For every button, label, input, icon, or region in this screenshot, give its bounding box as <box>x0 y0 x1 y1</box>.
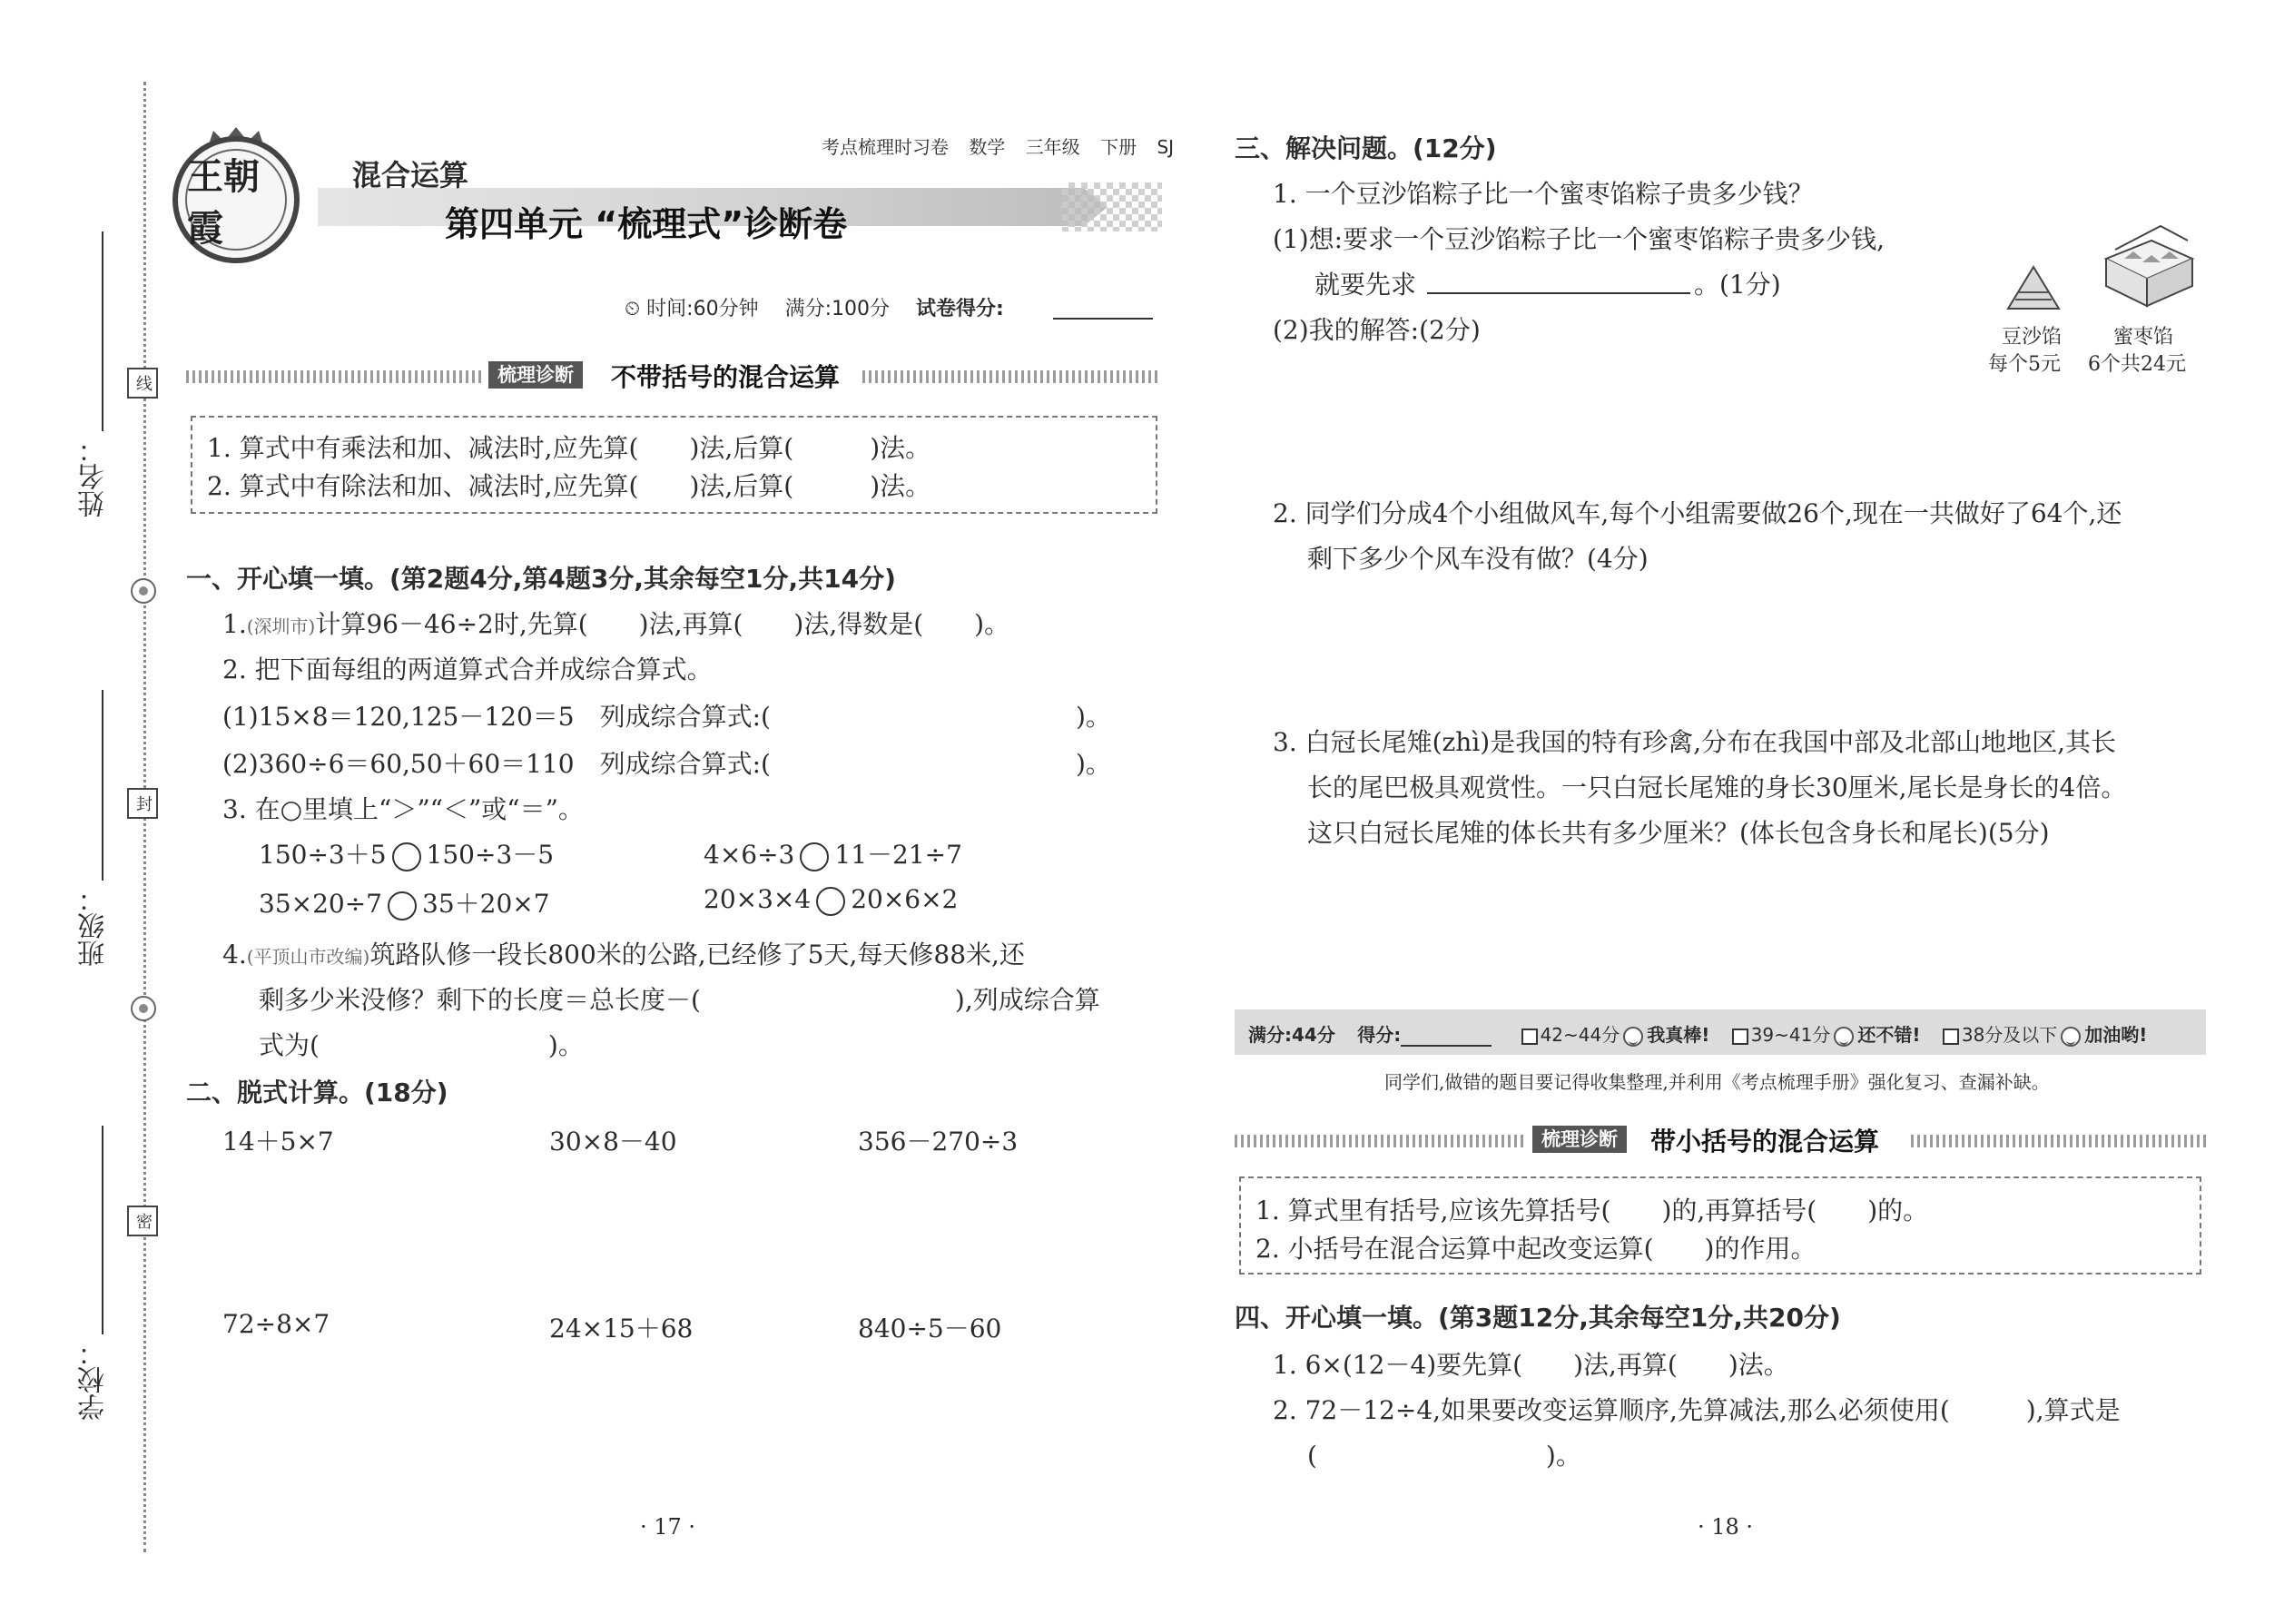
score-bar-content: 满分:44分 得分: 42~44分 我真棒! 39~41分 还不错! 38分及以下 加油哟! <box>1248 1024 2148 1046</box>
compare-circle[interactable] <box>816 887 845 916</box>
school-blank[interactable] <box>102 1126 103 1334</box>
brand-logo <box>172 136 300 263</box>
part4-heading: 四、开心填一填。(第3题12分,其余每空1分,共20分) <box>1235 1303 1841 1333</box>
review-tag: 梳理诊断 <box>488 361 583 389</box>
part4-q1: 1. 6×(12－4)要先算( )法,再算( )法。 <box>1273 1350 1789 1380</box>
edition: SJ <box>1157 136 1175 158</box>
calc-expr: 72÷8×7 <box>222 1309 330 1339</box>
answer-blank[interactable] <box>1427 292 1690 294</box>
review-item-1: 1. 算式中有乘法和加、减法时,应先算( )法,后算( )法。 <box>207 433 931 463</box>
checkbox[interactable] <box>1732 1029 1748 1045</box>
page-title: 第四单元 “梳理式”诊断卷 <box>445 204 848 244</box>
compare-circle[interactable] <box>392 842 421 871</box>
compare-circle[interactable] <box>800 842 829 871</box>
part1-q4-line3: 式为( )。 <box>259 1030 584 1060</box>
binding-mark-line: 线 <box>127 368 158 399</box>
grade: 三年级 <box>1025 136 1080 158</box>
part3-q1: 1. 一个豆沙馅粽子比一个蜜枣馅粽子贵多少钱？ <box>1273 179 1814 209</box>
series-name: 考点梳理时习卷 <box>822 136 949 158</box>
pic2-price: 6个共24元 <box>2088 353 2186 376</box>
part1-q2a: (1)15×8＝120,125－120＝5 列成综合算式:( )。 <box>222 702 1111 732</box>
calc-expr: 356－270÷3 <box>858 1127 1019 1156</box>
calc-expr: 840÷5－60 <box>858 1314 1002 1343</box>
paper-score-blank[interactable] <box>1053 318 1153 320</box>
review-note: 同学们,做错的题目要记得收集整理,并利用《考点梳理手册》强化复习、查漏补缺。 <box>1384 1071 2050 1093</box>
paper-score-label: 试卷得分: <box>916 298 1004 320</box>
compare-item: 35×20÷7 35＋20×7 <box>259 889 550 919</box>
zongzi-box-icon <box>2097 222 2197 313</box>
class-blank[interactable] <box>102 690 103 881</box>
part1-q1: 1.(深圳市)计算96－46÷2时,先算( )法,再算( )法,得数是( )。 <box>222 609 1010 639</box>
clock-icon: ⏲ <box>625 298 641 320</box>
class-label: 班级： <box>78 885 110 967</box>
part1-q3: 3. 在○里填上“＞”“＜”或“＝”。 <box>222 794 584 824</box>
review-tag: 梳理诊断 <box>1532 1126 1627 1153</box>
topic-title: 混合运算 <box>352 158 469 192</box>
score-got-label: 得分: <box>1357 1024 1402 1046</box>
part3-q1a-line1: (1)想:要求一个豆沙馅粽子比一个蜜枣馅粽子贵多少钱, <box>1273 224 1885 254</box>
section-header-with-brackets <box>1235 1126 2206 1156</box>
binding-mark-seal: 封 <box>127 788 158 819</box>
volume: 下册 <box>1100 136 1137 158</box>
review-title: 不带括号的混合运算 <box>611 362 841 392</box>
source-note: (深圳市) <box>246 615 316 637</box>
section-header-no-brackets <box>186 361 1157 392</box>
checkbox[interactable] <box>1943 1029 1959 1045</box>
page-number-17: · 17 · <box>640 1514 696 1540</box>
checker-pattern <box>1062 182 1162 231</box>
calc-expr: 24×15＋68 <box>549 1314 694 1343</box>
binding-mark-secret: 密 <box>127 1206 158 1236</box>
part3-q2-line2: 剩下多少个风车没有做？(4分) <box>1307 544 1649 574</box>
part3-q2-line1: 2. 同学们分成4个小组做风车,每个小组需要做26个,现在一共做好了64个,还 <box>1273 498 2122 528</box>
calc-expr: 14＋5×7 <box>222 1127 334 1156</box>
part3-q3-line2: 长的尾巴极具观赏性。一只白冠长尾雉的身长30厘米,尾长是身长的4倍。 <box>1307 773 2127 802</box>
part1-q2: 2. 把下面每组的两道算式合并成综合算式。 <box>222 655 713 684</box>
pic1-price: 每个5元 <box>1988 353 2061 376</box>
pic2-name: 蜜枣馅 <box>2113 326 2174 349</box>
exam-info <box>625 293 1004 321</box>
review-title: 带小括号的混合运算 <box>1650 1127 1880 1156</box>
part4-q2-line1: 2. 72－12÷4,如果要改变运算顺序,先算减法,那么必须使用( ),算式是 <box>1273 1395 2121 1425</box>
binding-hole-icon <box>131 996 156 1021</box>
subject: 数学 <box>969 136 1006 158</box>
full-score: 满分:100分 <box>784 298 890 320</box>
review-item-2: 2. 算式中有除法和加、减法时,应先算( )法,后算( )法。 <box>207 471 931 501</box>
time-limit: 时间:60分钟 <box>646 298 759 320</box>
checkbox[interactable] <box>1521 1029 1538 1045</box>
name-blank[interactable] <box>102 231 103 431</box>
part3-q3-line3: 这只白冠长尾雉的体长共有多少厘米？(体长包含身长和尾长)(5分) <box>1307 818 2050 848</box>
compare-circle[interactable] <box>388 891 417 920</box>
part3-q1b: (2)我的解答:(2分) <box>1273 315 1481 345</box>
part1-q4-line2: 剩多少米没修？剩下的长度＝总长度－( ),列成综合算 <box>259 985 1100 1015</box>
zongzi-icon <box>2006 265 2061 312</box>
part1-q4-line1: 4.(平顶山市改编)筑路队修一段长800米的公路,已经修了5天,每天修88米,还 <box>222 940 1025 969</box>
name-label: 姓名： <box>78 436 110 517</box>
review-item-1: 1. 算式里有括号,应该先算括号( )的,再算括号( )的。 <box>1255 1196 1929 1225</box>
smiley-icon <box>1834 1027 1854 1047</box>
part3-q1a-line2: 就要先求 <box>1314 270 1417 300</box>
part4-q2-line2: ( )。 <box>1307 1441 1581 1471</box>
smiley-icon <box>2061 1027 2081 1047</box>
part3-q1a-tail: 。(1分) <box>1694 270 1781 300</box>
pic1-name: 豆沙馅 <box>2002 326 2063 349</box>
review-item-2: 2. 小括号在混合运算中起改变运算( )的作用。 <box>1255 1234 1816 1264</box>
part3-heading: 三、解决问题。(12分) <box>1235 133 1497 163</box>
compare-item: 20×3×4 20×6×2 <box>704 884 959 914</box>
part1-q2b: (2)360÷6＝60,50＋60＝110 列成综合算式:( )。 <box>222 749 1111 779</box>
smiley-icon <box>1623 1027 1643 1047</box>
page-number-18: · 18 · <box>1698 1514 1754 1540</box>
score-got-blank[interactable] <box>1401 1045 1492 1047</box>
logo-text: 王朝霞 <box>185 149 287 251</box>
part2-heading: 二、脱式计算。(18分) <box>186 1078 448 1107</box>
score-full: 满分:44分 <box>1248 1024 1335 1046</box>
binding-hole-icon <box>131 578 156 604</box>
part1-heading: 一、开心填一填。(第2题4分,第4题3分,其余每空1分,共14分) <box>186 564 896 594</box>
compare-item: 4×6÷3 11－21÷7 <box>704 840 962 870</box>
calc-expr: 30×8－40 <box>549 1127 677 1156</box>
part3-q3-line1: 3. 白冠长尾雉(zhì)是我国的特有珍禽,分布在我国中部及北部山地地区,其长 <box>1273 727 2117 757</box>
compare-item: 150÷3＋5 150÷3－5 <box>259 840 555 870</box>
school-label: 学校： <box>78 1339 110 1421</box>
source-note: (平顶山市改编) <box>246 946 370 968</box>
